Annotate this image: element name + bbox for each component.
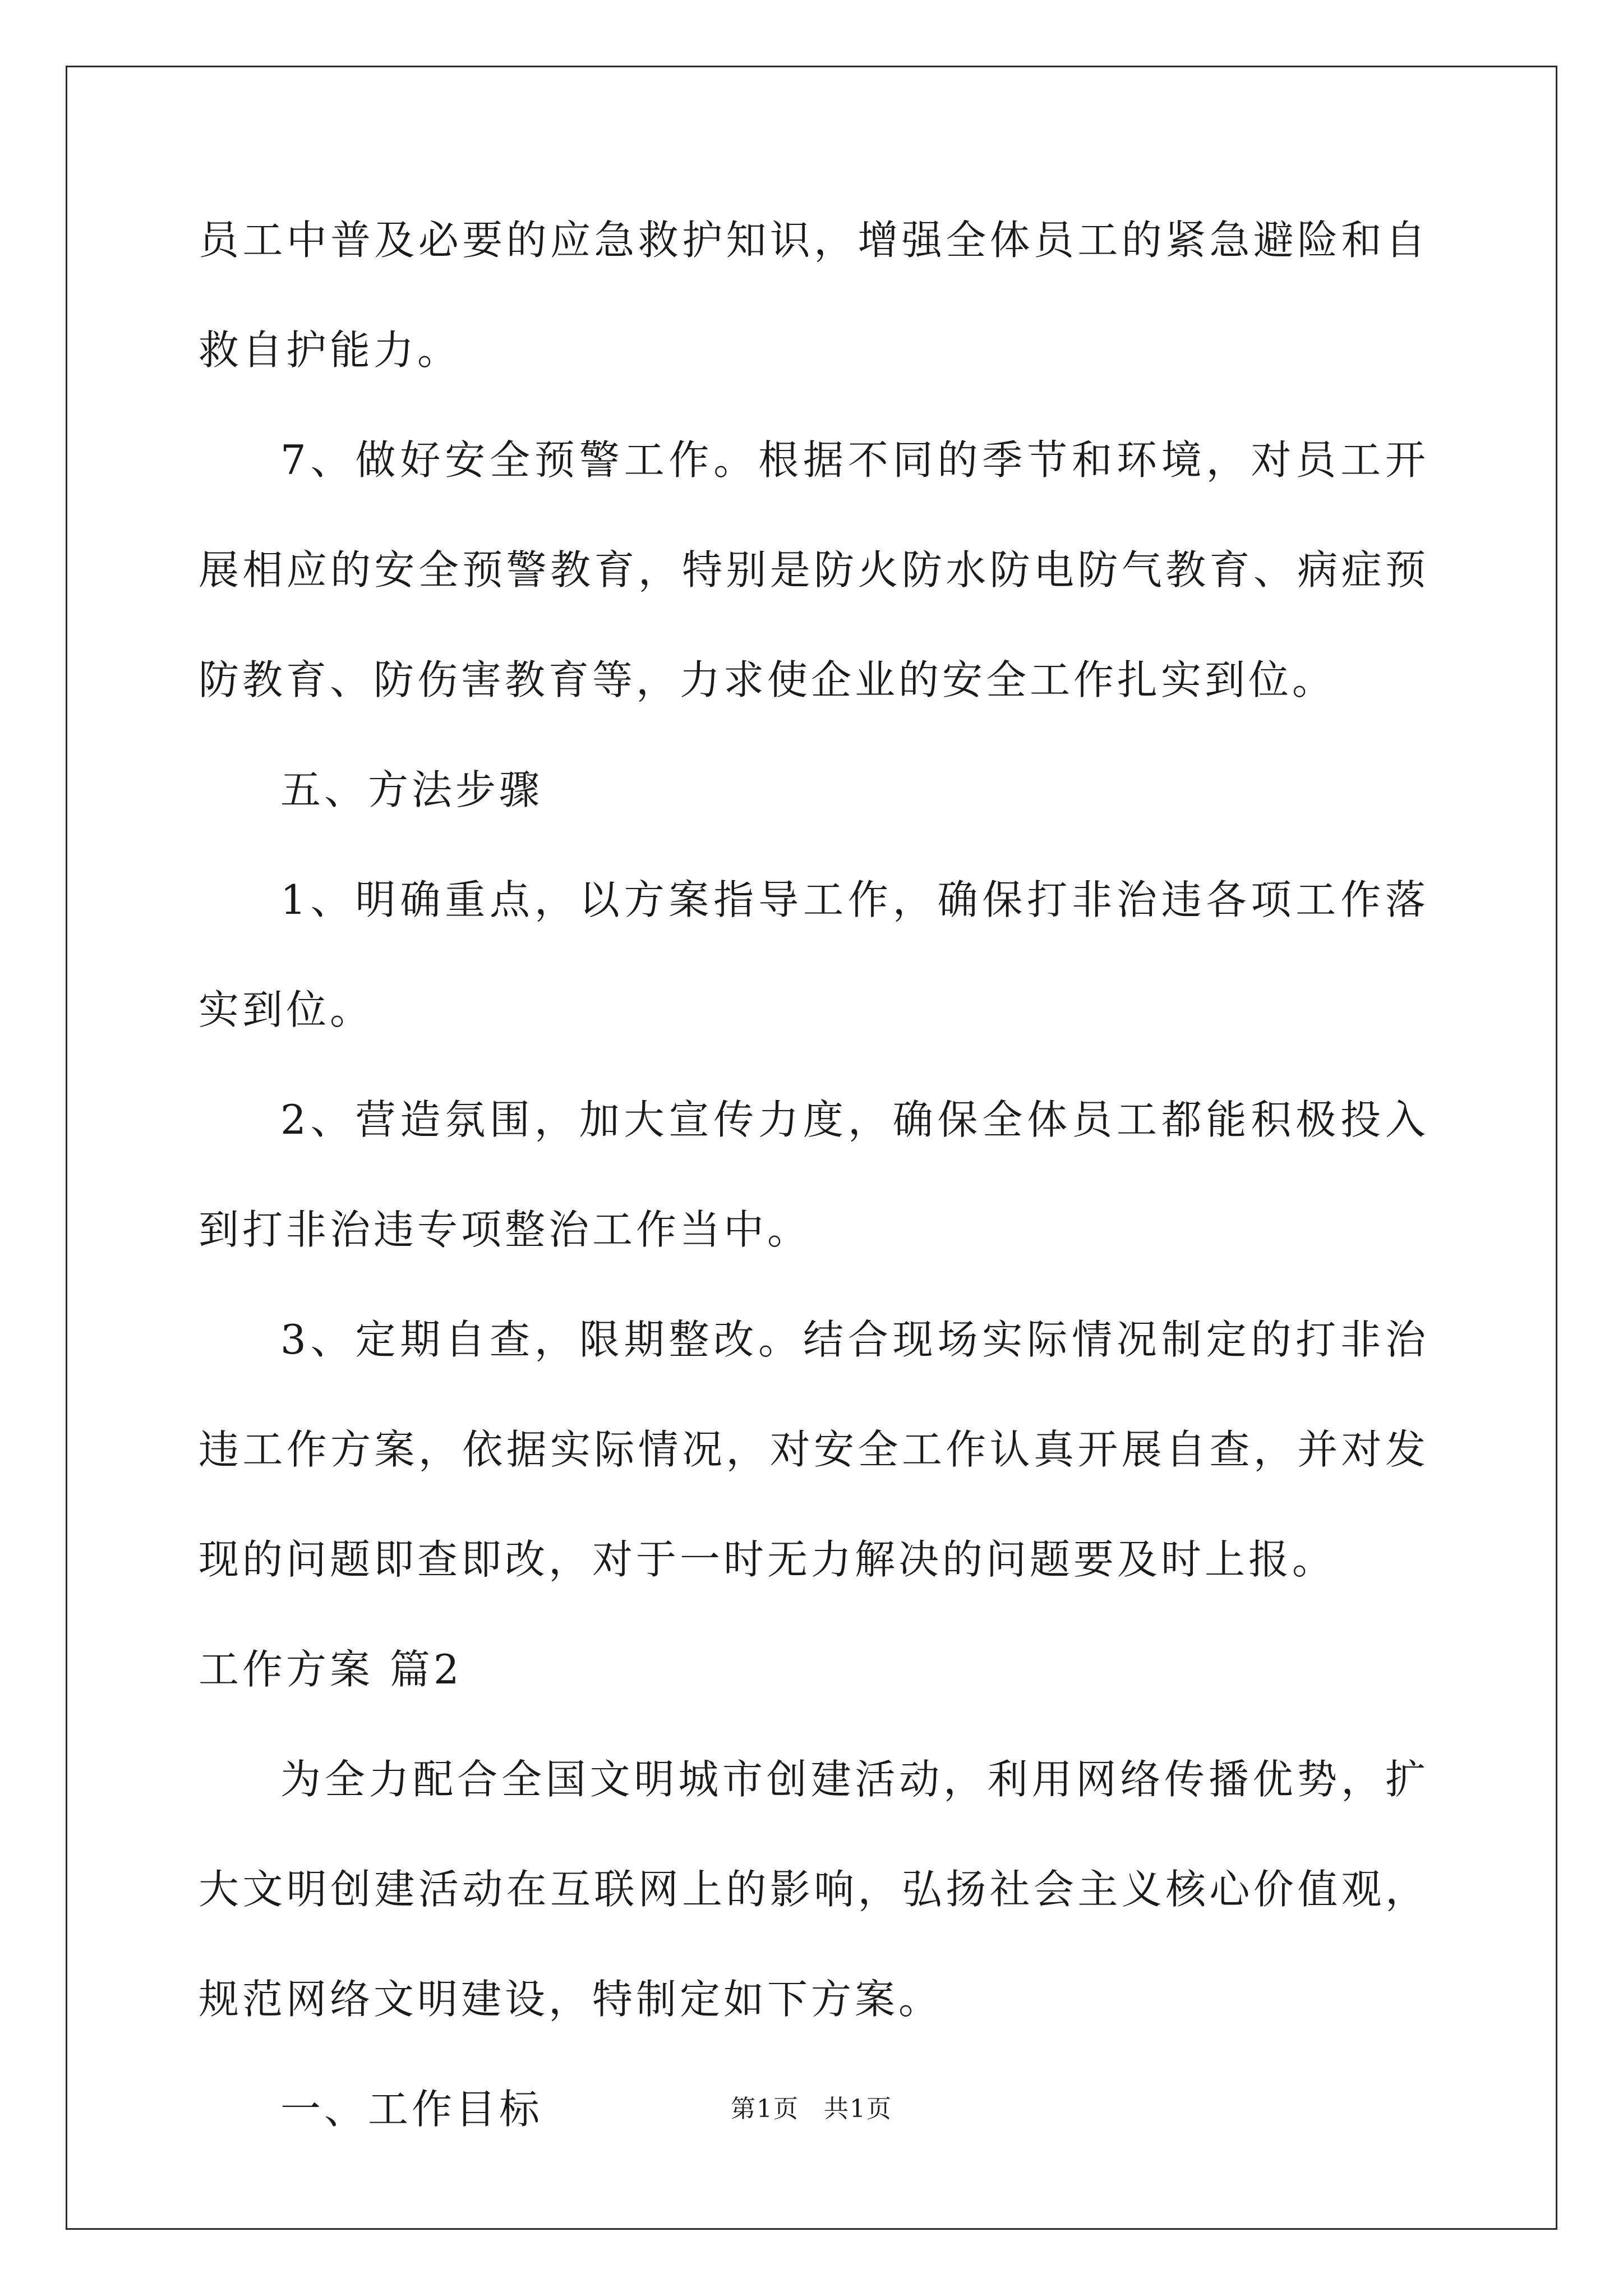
paragraph: 3、定期自查，限期整改。结合现场实际情况制定的打非治违工作方案，依据实际情况，对安全工作认真开展自查，并对发现的问题即查即改，对于一时无力解决的问题要及时上报。 xyxy=(199,1316,1429,1583)
paragraph: 1、明确重点，以方案指导工作，确保打非治违各项工作落实到位。 xyxy=(199,876,1429,1033)
article-heading: 工作方案 篇2 xyxy=(199,1646,463,1693)
page-number: 第1页 xyxy=(731,2095,799,2123)
paragraph: 7、做好安全预警工作。根据不同的季节和环境，对员工开展相应的安全预警教育，特别是防火防水防电防气教育、病症预防教育、防伤害教育等，力求使企业的安全工作扎实到位。 xyxy=(199,436,1429,703)
section-heading: 五、方法步骤 xyxy=(280,766,543,813)
page-footer xyxy=(0,2088,1623,2124)
page-total: 共1页 xyxy=(824,2095,892,2123)
section-heading: 一、工作目标 xyxy=(280,2086,543,2133)
paragraph: 为全力配合全国文明城市创建活动，利用网络传播优势，扩大文明创建活动在互联网上的影响，弘扬社会主义核心价值观，规范网络文明建设，特制定如下方案。 xyxy=(199,1756,1429,2023)
paragraph: 2、营造氛围，加大宣传力度，确保全体员工都能积极投入到打非治违专项整治工作当中。 xyxy=(199,1096,1429,1253)
paragraph: 员工中普及必要的应急救护知识，增强全体员工的紧急避险和自救自护能力。 xyxy=(199,217,1429,374)
document-body xyxy=(199,185,1429,2164)
